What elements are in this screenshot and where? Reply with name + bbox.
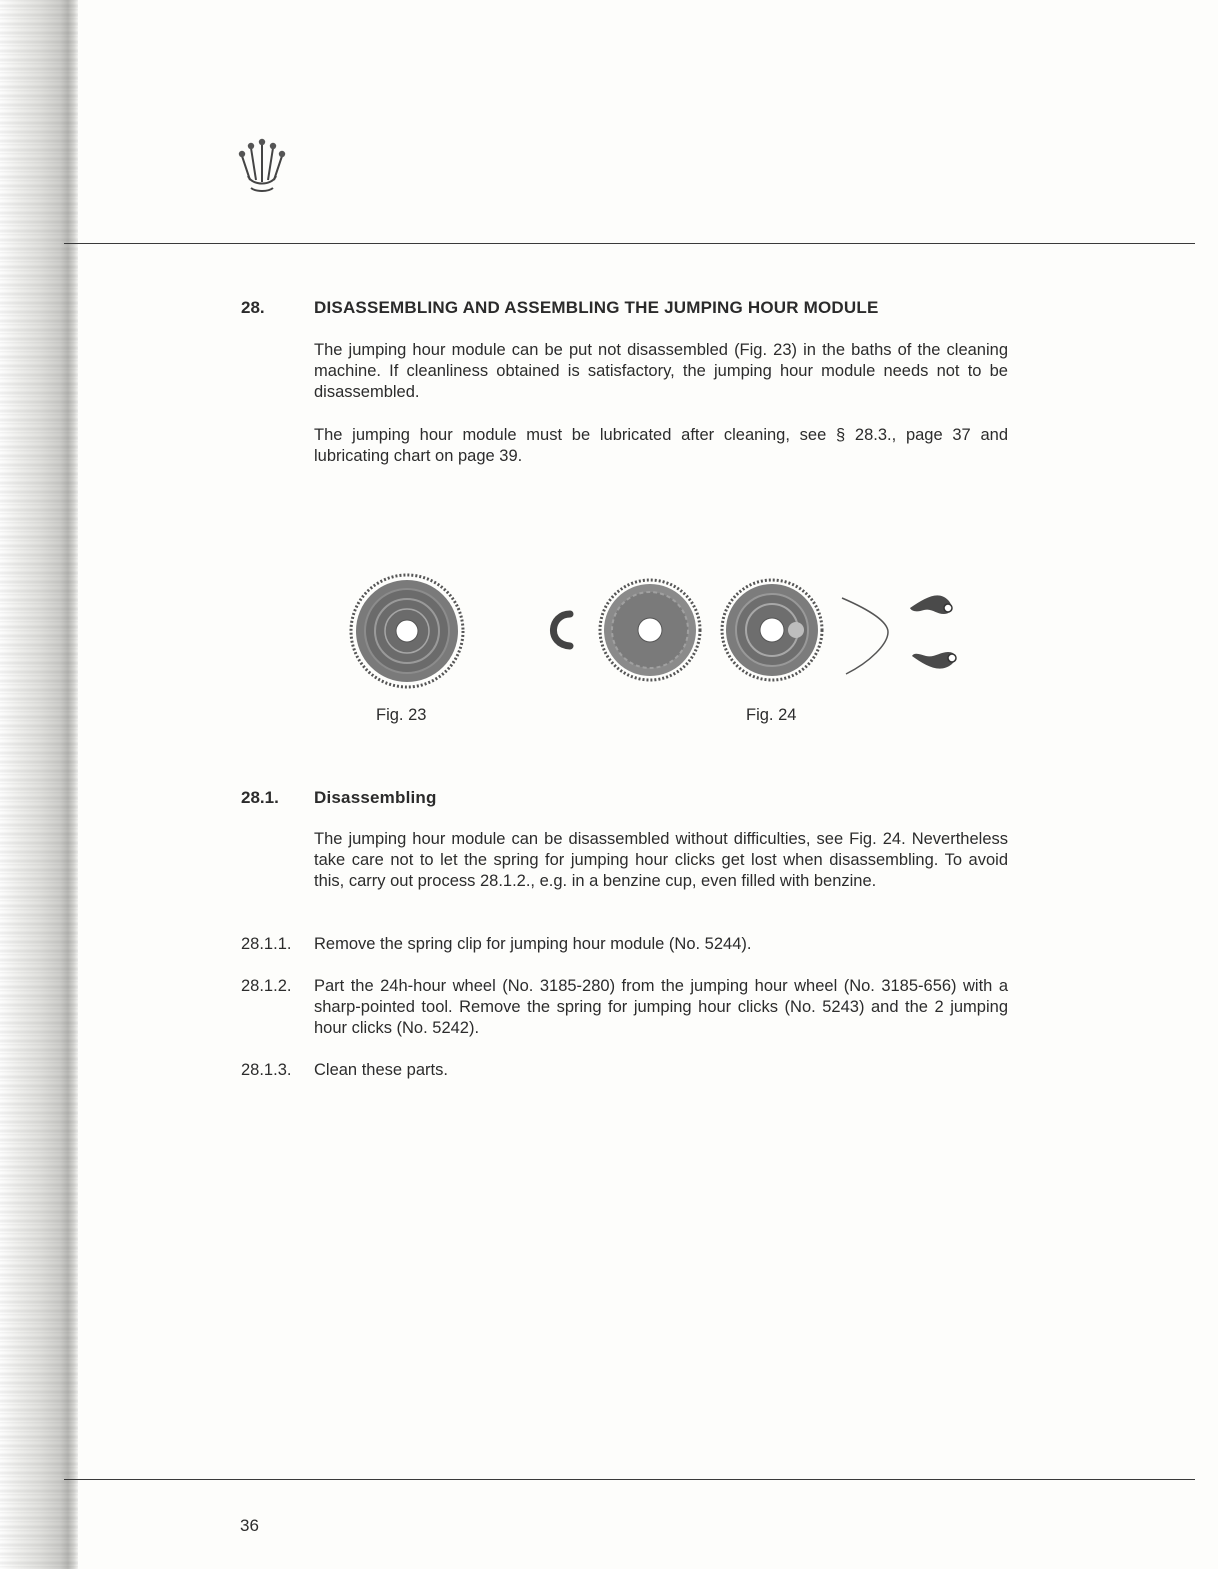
- step-number: 28.1.3.: [241, 1061, 292, 1079]
- section-paragraph-1: The jumping hour module can be put not disassembled (Fig. 23) in the baths of the cleaning machine. If cleanliness obtained is satisfactory, the jumping hour module needs not to be disassembled.: [314, 341, 1008, 401]
- page-number: 36: [240, 1516, 259, 1535]
- subsection-title: Disassembling: [314, 788, 437, 807]
- hour-wheel-24h-part: [600, 580, 700, 680]
- spring-clip-part: [553, 614, 570, 646]
- step-text: Part the 24h-hour wheel (No. 3185-280) from the jumping hour wheel (No. 3185-656) with a sharp-pointed tool. Remove the spring for jumping hour clicks (No. 5243) and the 2 jumping hour clicks (No. 5242).: [314, 977, 1008, 1037]
- fig23-assembled-module-illustration: [348, 572, 466, 690]
- footer-rule: [64, 1479, 1195, 1480]
- fig24-caption: Fig. 24: [746, 706, 797, 724]
- section-number: 28.: [241, 298, 265, 317]
- scanned-binding-edge: [0, 0, 78, 1569]
- fig23-caption: Fig. 23: [376, 706, 427, 724]
- section-paragraph-2: The jumping hour module must be lubricated after cleaning, see § 28.3., page 37 and lubricating chart on page 39.: [314, 426, 1008, 465]
- step-text: Remove the spring clip for jumping hour module (No. 5244).: [314, 935, 752, 953]
- jumping-hour-clicks-part: [910, 595, 956, 668]
- header-rule: [64, 243, 1195, 244]
- subsection-paragraph: The jumping hour module can be disassembled without difficulties, see Fig. 24. Nevertheless take care not to let the spring for jumping hour clicks get lost when disassembling. To avoid this, carry out process 28.1.2., e.g. in a benzine cup, even filled with benzine.: [314, 830, 1008, 890]
- step-text: Clean these parts.: [314, 1061, 448, 1079]
- subsection-number: 28.1.: [241, 788, 279, 807]
- section-title: DISASSEMBLING AND ASSEMBLING THE JUMPING HOUR MODULE: [314, 298, 879, 317]
- crown-logo-icon: [234, 136, 290, 198]
- click-spring-part: [842, 598, 888, 674]
- step-number: 28.1.2.: [241, 977, 292, 995]
- jumping-hour-wheel-part: [722, 580, 822, 680]
- fig24-exploded-parts-illustration: [540, 570, 980, 690]
- step-number: 28.1.1.: [241, 935, 292, 953]
